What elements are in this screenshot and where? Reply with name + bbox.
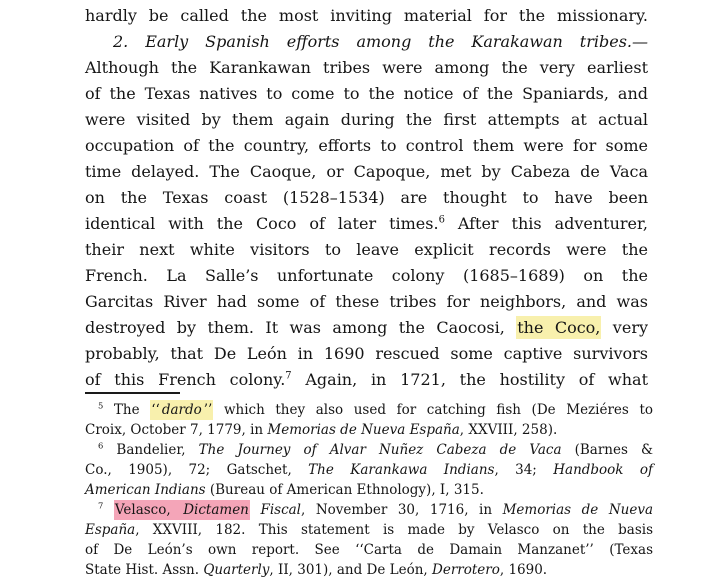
text-segment: The Karankawa Indians bbox=[308, 462, 495, 478]
text-segment: destroyed by them. It was among the Caocosi, bbox=[85, 318, 517, 337]
text-line bbox=[85, 55, 648, 81]
text-line bbox=[85, 29, 648, 55]
text-line bbox=[85, 315, 648, 341]
text-segment: probably, that De León in 1690 rescued some captive survivors bbox=[85, 344, 648, 363]
text-segment: American Indians bbox=[85, 482, 206, 498]
text-line bbox=[85, 81, 648, 107]
text-line bbox=[85, 520, 653, 540]
text-line bbox=[85, 420, 653, 440]
text-segment: Memorias de Nueva España bbox=[267, 422, 460, 438]
text-segment: (Bureau of American Ethnology), I, 315. bbox=[205, 482, 484, 498]
text-segment: Memorias de Nueva bbox=[502, 502, 653, 518]
text-segment: Garcitas River had some of these tribes for neighbors, and was bbox=[85, 292, 648, 311]
text-line bbox=[85, 560, 653, 580]
text-segment: State Hist. Assn. bbox=[85, 562, 204, 578]
text-segment: , 34; bbox=[494, 462, 554, 478]
text-segment: their next white visitors to leave explicit records were the bbox=[85, 240, 648, 259]
text-segment: After this adventurer, bbox=[444, 214, 649, 233]
text-segment: , 1690. bbox=[499, 562, 548, 578]
text-line bbox=[85, 440, 653, 460]
text-segment: were visited by them again during the first attempts at actual bbox=[85, 110, 648, 129]
text-line bbox=[85, 289, 648, 315]
footnote-marker: 6 bbox=[98, 440, 104, 451]
text-segment: very bbox=[601, 318, 649, 337]
text-line bbox=[85, 211, 648, 237]
text-segment: , XXVIII, 258). bbox=[459, 422, 558, 438]
highlight-pink: Velasco, bbox=[114, 502, 182, 518]
highlight-yellow: the Coco, bbox=[517, 318, 601, 337]
text-segment: España bbox=[85, 522, 136, 538]
text-line bbox=[85, 540, 653, 560]
text-line bbox=[85, 237, 648, 263]
text-segment: The bbox=[103, 402, 151, 418]
highlight-pink: Dictamen bbox=[183, 502, 249, 518]
footnote-marker: 7 bbox=[285, 370, 292, 382]
text-segment: of the Texas natives to come to the notice of the Spaniards, and bbox=[85, 84, 648, 103]
text-segment: , November 30, 1716, in bbox=[301, 502, 503, 518]
text-segment bbox=[103, 502, 114, 518]
text-segment: time delayed. The Caoque, or Capoque, met by Cabeza de Vaca bbox=[85, 162, 648, 181]
text-line bbox=[85, 263, 648, 289]
text-line bbox=[85, 500, 653, 520]
text-segment: 2. Early Spanish efforts among the Karakawan tribes.— bbox=[113, 32, 648, 51]
text-segment: Croix, October 7, 1779, in bbox=[85, 422, 268, 438]
highlight-yellow: ’’ bbox=[203, 402, 213, 418]
text-segment: (Barnes & bbox=[561, 442, 653, 458]
text-segment: identical with the Coco of later times. bbox=[85, 214, 439, 233]
text-line bbox=[85, 3, 648, 29]
text-segment: Derrotero bbox=[432, 562, 500, 578]
text-segment: on the Texas coast (1528–1534) are thought to have been bbox=[85, 188, 648, 207]
text-line bbox=[85, 341, 648, 367]
footnote-marker: 5 bbox=[98, 400, 104, 411]
text-segment: Although the Karankawan tribes were among the very earliest bbox=[85, 58, 648, 77]
text-segment: French. La Salle’s unfortunate colony (1685–1689) on the bbox=[85, 266, 648, 285]
text-segment: Quarterly bbox=[203, 562, 270, 578]
main-text-block bbox=[85, 3, 648, 393]
footnote-marker: 7 bbox=[98, 500, 104, 511]
text-segment: hardly be called the most inviting material for the missionary. bbox=[85, 6, 648, 25]
text-segment: which they also used for catching fish (De Meziéres to bbox=[213, 402, 653, 418]
text-segment: , II, 301), and De León, bbox=[269, 562, 433, 578]
footnote-marker: 6 bbox=[438, 214, 445, 226]
text-line bbox=[85, 159, 648, 185]
footnote-divider bbox=[85, 392, 180, 394]
text-line bbox=[85, 480, 653, 500]
footnotes-block bbox=[85, 400, 653, 580]
text-segment: Fiscal bbox=[260, 502, 301, 518]
text-segment: occupation of the country, efforts to control them were for some bbox=[85, 136, 648, 155]
text-segment: Again, in 1721, the hostility of what bbox=[291, 370, 649, 389]
text-segment: , XXVIII, 182. This statement is made by Velasco on the basis bbox=[135, 522, 653, 538]
text-line bbox=[85, 460, 653, 480]
text-line bbox=[85, 400, 653, 420]
text-segment: Handbook of bbox=[553, 462, 653, 478]
text-segment bbox=[250, 502, 261, 518]
text-line bbox=[85, 185, 648, 211]
text-segment: Co., 1905), 72; Gatschet, bbox=[85, 462, 309, 478]
text-segment: of De León’s own report. See ‘‘Carta de Damain Manzanet’’ (Texas bbox=[85, 542, 653, 558]
highlight-yellow: dardo bbox=[161, 402, 202, 418]
text-segment: of this French colony. bbox=[85, 370, 286, 389]
text-line bbox=[85, 133, 648, 159]
highlight-yellow: ‘‘ bbox=[151, 402, 160, 418]
text-line bbox=[85, 367, 648, 393]
text-segment: Bandelier, bbox=[103, 442, 199, 458]
text-line bbox=[85, 107, 648, 133]
text-segment: The Journey of Alvar Nuñez Cabeza de Vaca bbox=[198, 442, 562, 458]
